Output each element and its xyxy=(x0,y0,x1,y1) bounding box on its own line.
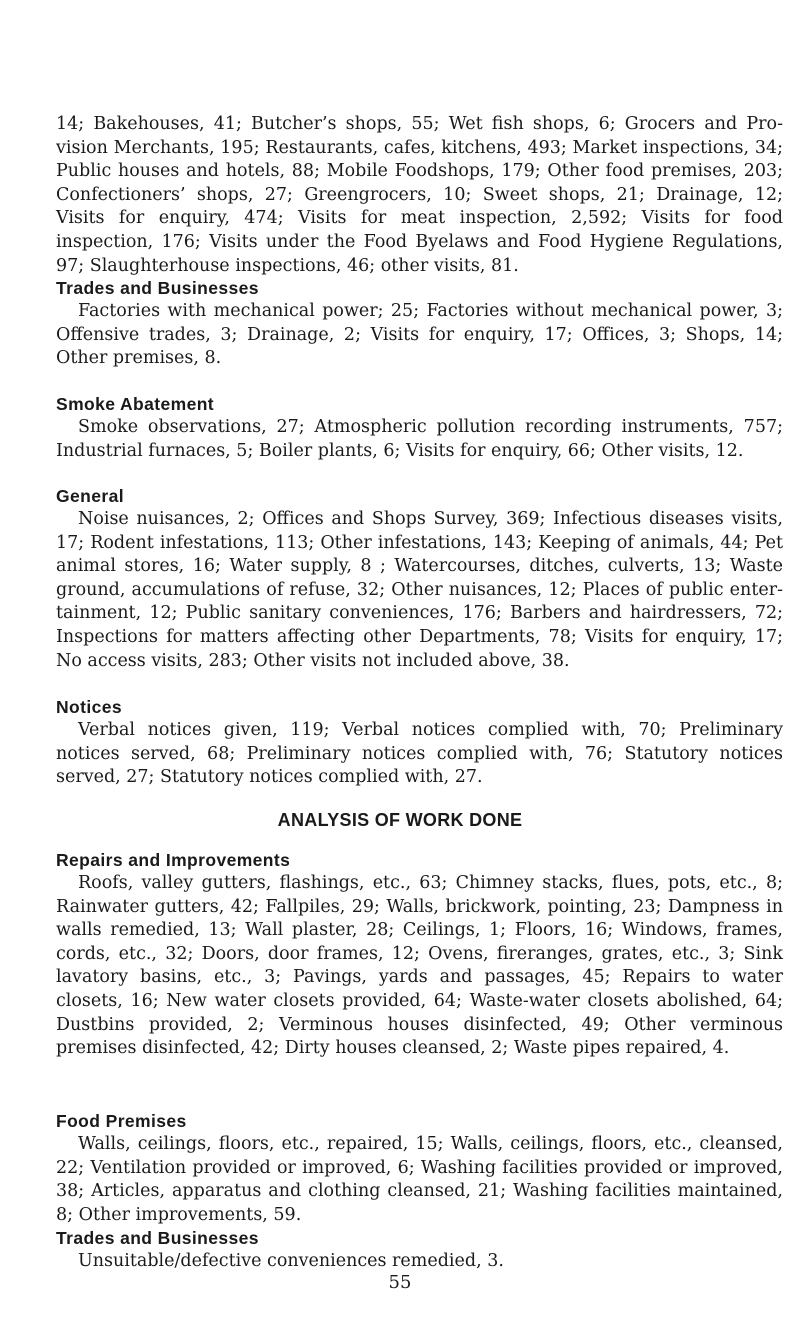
section-heading: Trades and Businesses xyxy=(56,278,259,298)
section-notices xyxy=(56,695,783,790)
section-food-premises xyxy=(56,1109,783,1227)
section-heading: Notices xyxy=(56,697,123,717)
section-heading: Smoke Abatement xyxy=(56,394,215,414)
section-heading: Trades and Businesses xyxy=(56,1228,259,1248)
section-heading: Repairs and Improvements xyxy=(56,850,291,870)
section-body: Walls, ceilings, floors, etc., repaired, 15; Walls, ceilings, floors, etc., cleansed, 22; Ventilation provided or improved, 6; Washing facilities provided or improved, 38; Articles, apparatus and clothing cleansed, 21; Washing facilities maintained, 8; Other improvements, 59. xyxy=(56,1134,783,1225)
section-heading: Food Premises xyxy=(56,1111,187,1131)
section-general xyxy=(56,484,783,673)
section-trades-and-businesses-2 xyxy=(56,1226,783,1274)
section-body: Factories with mechanical power; 25; Factories without mechanical power, 3; Offensive trades, 3; Drainage, 2; Visits for enquiry, 17; Offices, 3; Shops, 14; Other premises, 8. xyxy=(56,301,783,369)
analysis-heading: ANALYSIS OF WORK DONE xyxy=(277,810,523,830)
section-body: Verbal notices given, 119; Verbal notices complied with, 70; Preliminary notices served, 68; Preliminary notices complied with, 76; Statutory notices served, 27; Statutory notices complied with, 27. xyxy=(56,720,783,788)
intro-paragraph: 14; Bakehouses, 41; Butcher’s shops, 55; Wet fish shops, 6; Grocers and Provision Merchants, 195; Restaurants, cafes, kitchens, 493; Market inspections, 34; Public houses and hotels, 88; Mobile Foodshops, 179; Other food premises, 203; Confectioners’ shops, 27; Greengrocers, 10; Sweet shops, 21; Drainage, 12; Visits for enquiry, 474; Visits for meat inspection, 2,592; Visits for food inspection, 176; Visits under the Food Byelaws and Food Hygiene Regulations, 97; Slaughterhouse inspections, 46; other visits, 81. xyxy=(56,114,783,276)
section-body: Unsuitable/defective conveniences remedied, 3. xyxy=(78,1251,504,1271)
page-number: 55 xyxy=(388,1272,412,1293)
section-body: Noise nuisances, 2; Offices and Shops Survey, 369; Infectious diseases visits, 17; Rodent infestations, 113; Other infestations, 143; Keeping of animals, 44; Pet animal stores, 16; Water supply, 8 ; Watercourses, ditches, culverts, 13; Waste ground, accumulations of refuse, 32; Other nuisances, 12; Places of public entertainment, 12; Public sanitary conveniences, 176; Barbers and hairdressers, 72; Inspections for matters affecting other Departments, 78; Visits for enquiry, 17; No access visits, 283; Other visits not included above, 38. xyxy=(56,509,783,671)
section-trades-and-businesses xyxy=(56,276,783,371)
section-body: Roofs, valley gutters, flashings, etc., 63; Chimney stacks, flues, pots, etc., 8; Rainwater gutters, 42; Fallpiles, 29; Walls, brickwork, pointing, 23; Dampness in walls remedied, 13; Wall plaster, 28; Ceilings, 1; Floors, 16; Windows, frames, cords, etc., 32; Doors, door frames, 12; Ovens, fireranges, grates, etc., 3; Sink lavatory basins, etc., 3; Pavings, yards and passages, 45; Repairs to water closets, 16; New water closets provided, 64; Waste-water closets abolished, 64; Dustbins provided, 2; Verminous houses disinfected, 49; Other verminous premises disinfected, 42; Dirty houses cleansed, 2; Waste pipes repaired, 4. xyxy=(56,873,783,1059)
section-repairs-and-improvements xyxy=(56,848,783,1061)
section-heading: General xyxy=(56,486,124,506)
section-body: Smoke observations, 27; Atmospheric pollution recording instruments, 757; Industrial furnaces, 5; Boiler plants, 6; Visits for enquiry, 66; Other visits, 12. xyxy=(56,417,783,461)
section-smoke-abatement xyxy=(56,392,783,463)
